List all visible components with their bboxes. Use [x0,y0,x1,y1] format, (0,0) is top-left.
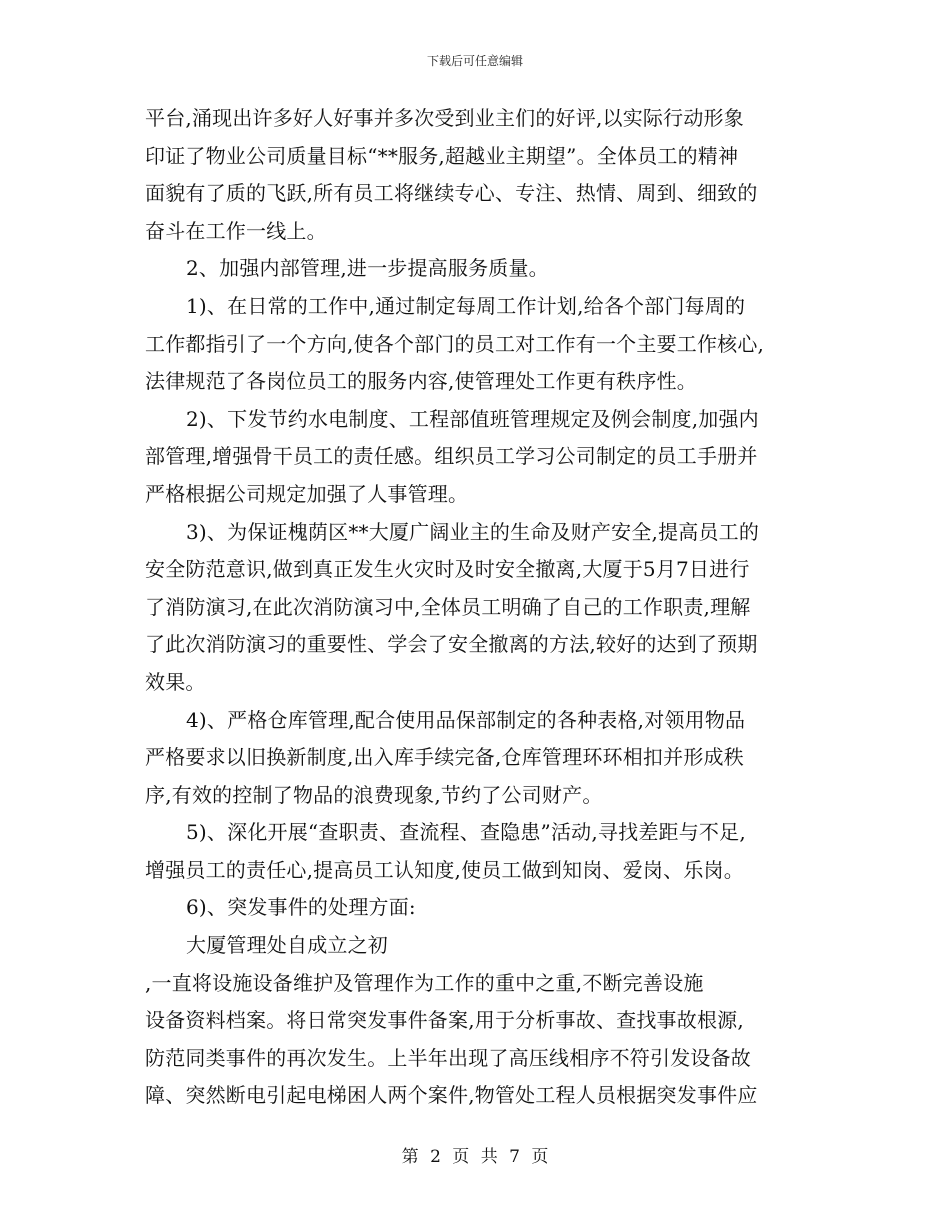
text-line: 防范同类事件的再次发生。上半年出现了高压线相序不符引发设备故 [145,1045,751,1070]
text-line: 设备资料档案。将日常突发事件备案,用于分析事故、查找事故根源, [145,1008,744,1033]
text-line: 严格根据公司规定加强了人事管理。 [145,481,469,506]
text-line: 障、突然断电引起电梯困人两个案件,物管处工程人员根据突发事件应 [145,1083,758,1108]
text-line: 5)、深化开展“查职责、查流程、查隐患”活动,寻找差距与不足, [186,820,746,845]
text-line: 安全防范意识,做到真正发生火灾时及时安全撤离,大厦于5月7日进行 [145,557,750,582]
document-body [145,100,825,1115]
page-number: 第 2 页 共 7 页 [401,1147,549,1167]
text-line: 序,有效的控制了物品的浪费现象,节约了公司财产。 [145,782,603,807]
text-line: 面貌有了质的飞跃,所有员工将继续专心、专注、热情、周到、细致的 [145,181,758,206]
text-line: 了消防演习,在此次消防演习中,全体员工明确了自己的工作职责,理解 [145,594,751,619]
text-line: 部管理,增强骨干员工的责任感。组织员工学习公司制定的员工手册并 [145,444,758,469]
text-line: 4)、严格仓库管理,配合使用品保部制定的各种表格,对领用物品 [186,707,746,732]
text-line: 平台,涌现出许多好人好事并多次受到业主们的好评,以实际行动形象 [145,106,744,130]
text-line: 了此次消防演习的重要性、学会了安全撤离的方法,较好的达到了预期 [145,632,758,657]
text-line: 增强员工的责任心,提高员工认知度,使员工做到知岗、爱岗、乐岗。 [145,857,744,882]
text-line: 大厦管理处自成立之初 [186,933,388,958]
text-line: ,一直将设施设备维护及管理作为工作的重中之重,不断完善设施 [145,970,704,995]
text-line: 严格要求以旧换新制度,出入库手续完备,仓库管理环环相扣并形成秩 [145,745,744,770]
page-header-note: 下载后可任意编辑 [426,54,523,68]
text-line: 印证了物业公司质量目标“**服务,超越业主期望”。全体员工的精神 [145,143,739,168]
text-line: 效果。 [145,669,206,694]
text-line: 2)、下发节约水电制度、工程部值班管理规定及例会制度,加强内 [186,406,759,431]
text-line: 1)、在日常的工作中,通过制定每周工作计划,给各个部门每周的 [186,293,746,318]
text-line: 工作都指引了一个方向,使各个部门的员工对工作有一个主要工作核心, [145,331,765,356]
text-line: 2、加强内部管理,进一步提高服务质量。 [186,256,549,281]
text-line: 法律规范了各岗位员工的服务内容,使管理处工作更有秩序性。 [145,369,697,394]
text-line: 3)、为保证槐荫区**大厦广阔业主的生命及财产安全,提高员工的 [186,519,760,544]
text-line: 奋斗在工作一线上。 [145,218,327,243]
text-line: 6)、突发事件的处理方面: [186,895,416,920]
